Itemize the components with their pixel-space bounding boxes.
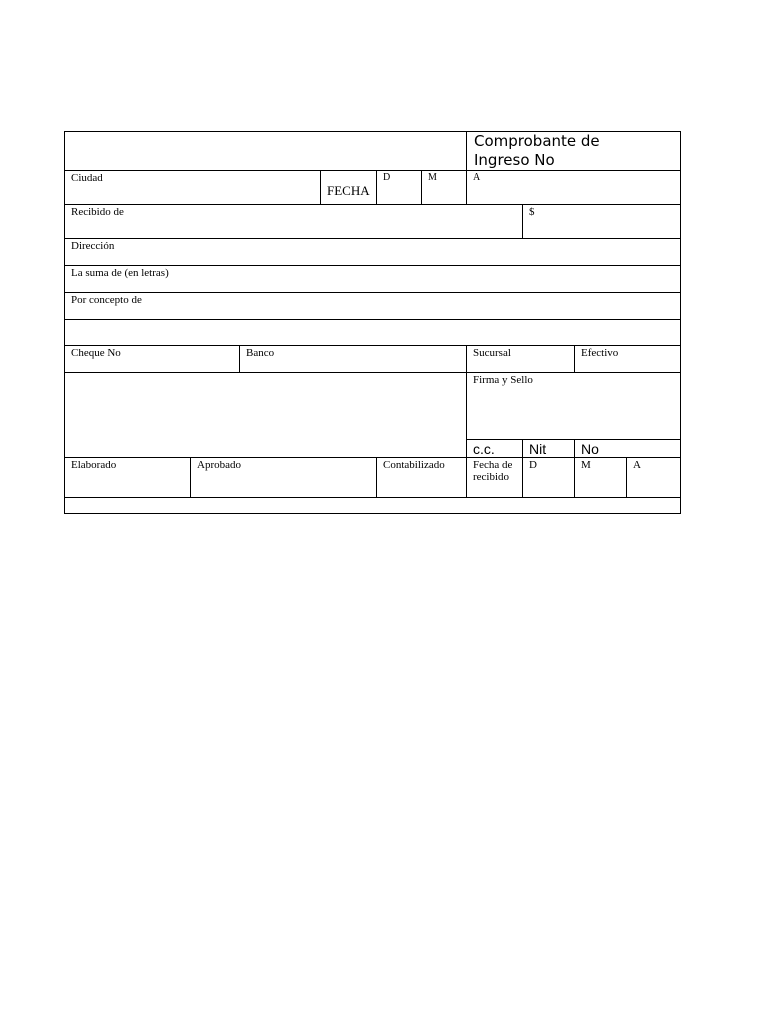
fecha-label-cell [321, 171, 377, 205]
fecha-year-label: A [473, 172, 481, 183]
sucursal-field[interactable] [467, 346, 575, 373]
firma-sello-field[interactable] [467, 373, 680, 440]
notes-blank-area[interactable] [65, 373, 467, 458]
recibido-de-label: Recibido de [71, 206, 124, 218]
firma-sello-label: Firma y Sello [473, 374, 533, 386]
direccion-field[interactable] [65, 239, 680, 266]
fecha-day-field[interactable] [377, 171, 422, 205]
elaborado-label: Elaborado [71, 459, 117, 471]
ciudad-label: Ciudad [71, 172, 103, 184]
elaborado-field[interactable] [65, 458, 191, 498]
contabilizado-field[interactable] [377, 458, 467, 498]
cc-field[interactable] [467, 440, 523, 458]
amount-symbol: $ [529, 206, 535, 218]
id-number-field[interactable] [575, 440, 680, 458]
cheque-no-field[interactable] [65, 346, 240, 373]
fecha-month-field[interactable] [422, 171, 467, 205]
recibido-de-field[interactable] [65, 205, 523, 239]
fecha-label: FECHA [327, 183, 370, 198]
aprobado-field[interactable] [191, 458, 377, 498]
sucursal-label: Sucursal [473, 347, 511, 359]
cc-label: c.c. [473, 441, 495, 457]
banco-label: Banco [246, 347, 275, 359]
receipt-title [467, 132, 680, 171]
efectivo-label: Efectivo [581, 347, 619, 359]
receipt-title-line2: Ingreso No [474, 151, 555, 169]
efectivo-field[interactable] [575, 346, 680, 373]
banco-field[interactable] [240, 346, 467, 373]
receipt-title-line1: Comprobante de [474, 132, 600, 150]
suma-letras-field[interactable] [65, 266, 680, 293]
concepto-field[interactable] [65, 293, 680, 320]
fecha-day-label: D [383, 172, 391, 183]
aprobado-label: Aprobado [197, 459, 241, 471]
fecha-month-label: M [428, 172, 437, 183]
ciudad-field[interactable] [65, 171, 321, 205]
concepto-label: Por concepto de [71, 294, 142, 306]
footer-blank-row[interactable] [65, 498, 680, 513]
concepto-continuation-field[interactable] [65, 320, 680, 346]
receipt-form [64, 131, 681, 514]
fecha-recibido-label-cell [467, 458, 523, 498]
fecha-recibido-day-field[interactable] [523, 458, 575, 498]
contabilizado-label: Contabilizado [383, 459, 445, 471]
direccion-label: Dirección [71, 240, 115, 252]
fecha-recibido-year-field[interactable] [627, 458, 680, 498]
fecha-recibido-day-label: D [529, 459, 537, 471]
header-blank-cell[interactable] [65, 132, 467, 171]
nit-field[interactable] [523, 440, 575, 458]
nit-label: Nit [529, 441, 547, 457]
id-number-label: No [581, 441, 599, 457]
amount-field[interactable] [523, 205, 680, 239]
cheque-no-label: Cheque No [71, 347, 121, 359]
fecha-recibido-month-label: M [581, 459, 591, 471]
fecha-year-field[interactable] [467, 171, 680, 205]
fecha-recibido-month-field[interactable] [575, 458, 627, 498]
fecha-recibido-label-line1: Fecha de [473, 459, 513, 471]
suma-letras-label: La suma de (en letras) [71, 267, 169, 279]
fecha-recibido-year-label: A [633, 459, 641, 471]
fecha-recibido-label-line2: recibido [473, 471, 510, 483]
